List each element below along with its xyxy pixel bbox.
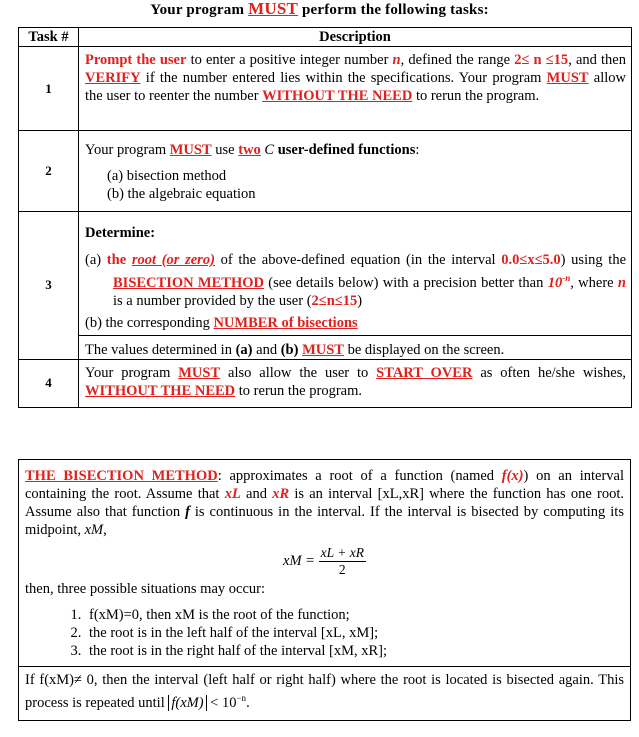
task-2-text-a: Your program [85, 142, 170, 158]
task-4-text-b: also allow the user to [220, 364, 377, 381]
task-description [79, 212, 632, 360]
task-2-text-b: use [211, 142, 239, 158]
task-1-text-b: , defined the range [400, 52, 515, 68]
task-3-a-prec-exp: -n [562, 273, 571, 283]
task-3-c-must: MUST [302, 341, 344, 358]
task-description [79, 359, 632, 407]
bisection-xm: xM [84, 522, 104, 538]
task-3-a-text-4: , where [570, 274, 618, 291]
task-number: 2 [19, 131, 79, 212]
task-2-udf: user-defined functions [274, 142, 416, 158]
task-number: 1 [19, 47, 79, 131]
task-1-verify: VERIFY [85, 70, 141, 86]
task-3-a-interval: 0.0≤x≤5.0 [501, 252, 561, 268]
task-3-c-text-1: The values determined in [85, 341, 236, 358]
bisection-title: THE BISECTION METHOD [25, 468, 218, 484]
task-4-text [85, 360, 626, 400]
task-3-a-text-2: ) using the [560, 252, 627, 268]
task-2-colon: : [415, 142, 420, 158]
task-2-c: C [260, 142, 275, 158]
table-header [19, 28, 632, 47]
task-1-text-f: to rerun the program. [412, 88, 540, 104]
formula-denominator: 2 [338, 562, 346, 577]
task-3-b-number: NUMBER of bisections [213, 314, 358, 331]
bisection-repeat-rule [25, 667, 624, 712]
task-1-range: 2≤ n ≤15 [514, 52, 569, 68]
task-4-start-over: START OVER [376, 364, 473, 381]
table-row [19, 212, 632, 360]
final-text-1: If f(xM)≠ 0, then the interval (left half or right half) where the root is located is bisected again. This process is repeated until [25, 672, 624, 711]
task-4-without-need: WITHOUT THE NEED [85, 382, 236, 399]
heading-text: Your program [150, 2, 249, 18]
task-1-prompt: Prompt the user [85, 52, 187, 68]
task-3-display-note [85, 336, 626, 359]
tasks-table [18, 27, 632, 408]
bisection-intro-5: , [103, 522, 107, 538]
task-number: 3 [19, 212, 79, 360]
task-3-c-text-2: be displayed on the screen. [343, 341, 505, 358]
task-3-a-text-3: (see details below) with a precision better than [263, 274, 548, 291]
task-3-a-precision [548, 275, 571, 291]
task-3-a-root: root (or zero) [131, 252, 215, 268]
bisection-xr: xR [272, 486, 290, 502]
task-1-must: MUST [546, 70, 589, 86]
task-2-two: two [238, 142, 261, 158]
task-3-a-text-5: is a number provided by the user ( [113, 292, 312, 309]
bisection-fx: f(x) [501, 468, 524, 484]
task-description [79, 131, 632, 212]
col-task-header: Task # [19, 28, 79, 47]
task-1-text-e: allow the user to reenter the number [85, 70, 627, 104]
task-3-c-and: and [252, 341, 281, 358]
task-4-must: MUST [178, 364, 221, 381]
final-exponent: −n [236, 693, 247, 703]
task-3-a-label: (a) [85, 252, 107, 268]
task-1-n: n [392, 52, 401, 68]
bisection-content [19, 460, 630, 712]
heading-emphasis: MUST [248, 0, 299, 18]
bisection-intro [25, 467, 624, 539]
bisection-intro-4: is continuous in the interval. If the interval is bisected by computing its midpoint, [25, 504, 624, 538]
task-3-c-b: (b) [280, 341, 299, 358]
final-abs-value: f(xM) [168, 695, 206, 711]
bisection-method-box [18, 459, 631, 721]
task-4-text-a: Your program [85, 364, 179, 381]
bisection-xl: xL [224, 486, 241, 502]
formula-numerator: xL + xR [320, 545, 364, 560]
task-3-c-a: (a) [235, 341, 253, 358]
final-text-2: < 10 [206, 694, 237, 711]
bisection-intro-2: ) on an interval containing the root. Assume that [25, 468, 624, 502]
bisection-and: and [240, 486, 273, 502]
task-1-text-d: if the number entered lies within the specifications. Your program [140, 70, 547, 86]
bisection-intro-1: : approximates a root of a function (named [217, 468, 502, 484]
task-3-a-the: the [106, 252, 132, 268]
task-4-text-d: to rerun the program. [235, 382, 362, 399]
page-heading [0, 0, 639, 19]
task-1-text [85, 47, 626, 105]
task-1-text-a: to enter a positive integer number [186, 52, 393, 68]
task-3-part-b [85, 310, 626, 335]
task-3-b-text: (b) the corresponding [85, 314, 214, 331]
final-text-3: . [246, 694, 250, 711]
task-3-a-n: n [617, 274, 626, 291]
bisection-f: f [185, 504, 190, 520]
task-2-item-b: (b) the algebraic equation [107, 186, 256, 202]
situations-intro: then, three possible situations may occur: [25, 581, 266, 597]
task-3-a-prec-base: 10 [547, 274, 563, 291]
table-row [19, 131, 632, 212]
task-3-part-a [85, 251, 626, 310]
task-3-a-text-6: ) [357, 292, 363, 309]
task-2-text [85, 131, 626, 159]
table-row [19, 47, 632, 131]
task-3-title: Determine: [85, 225, 156, 241]
task-description [79, 47, 632, 131]
bisection-intro-3: is an interval [xL,xR] where the function has one root. Assume also that function [25, 486, 624, 520]
task-1-without-need: WITHOUT THE NEED [262, 88, 413, 104]
col-description-header: Description [79, 28, 632, 47]
task-3-a-range: 2≤n≤15 [311, 292, 358, 309]
task-number: 4 [19, 359, 79, 407]
formula-lhs: xM = [283, 552, 315, 569]
midpoint-formula [25, 545, 624, 578]
formula-fraction [319, 545, 366, 578]
task-2-must: MUST [169, 142, 212, 158]
task-3-a-text-1: of the above-defined equation (in the interval [214, 252, 502, 268]
list-item: 3. the root is in the right half of the interval [xM, xR]; [85, 642, 624, 660]
task-1-text-c: , and then [568, 52, 626, 68]
task-4-text-c: as often he/she wishes, [472, 364, 626, 381]
list-item: 1. f(xM)=0, then xM is the root of the function; [85, 606, 624, 624]
table-row [19, 359, 632, 407]
situations-list [25, 606, 624, 660]
heading-text-end: perform the following tasks: [298, 2, 489, 18]
task-2-item-a: (a) bisection method [107, 168, 227, 184]
list-item: 2. the root is in the left half of the interval [xL, xM]; [85, 624, 624, 642]
task-3-a-method: BISECTION METHOD [113, 274, 264, 291]
